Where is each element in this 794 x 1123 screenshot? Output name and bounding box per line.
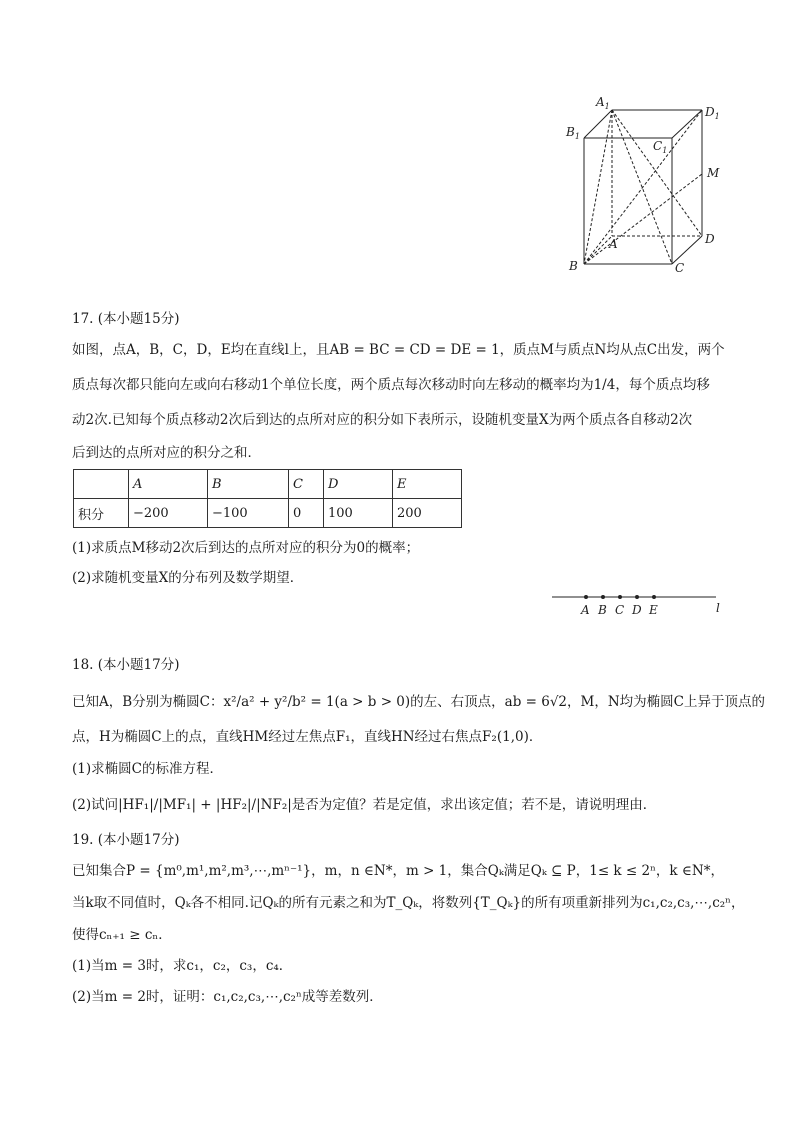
q19-line3: 使得cₙ₊₁ ≥ cₙ．: [72, 927, 172, 943]
point-c: [618, 595, 622, 599]
diag-a1-c: [612, 110, 672, 264]
q17-line3: 动2次.已知每个质点移动2次后到达的点所对应的积分如下表所示，设随机变量X为两个质点各自移动2次: [72, 412, 693, 428]
q19-part1: (1)当m = 3时，求c₁，c₂，c₃，c₄．: [72, 958, 293, 974]
q18-header: 18. (本小题17分): [72, 657, 180, 673]
q17-header: 17. (本小题15分): [72, 311, 180, 327]
q17-line2: 质点每次都只能向左或向右移动1个单位长度，两个质点每次移动时向左移动的概率均为1/4，每个质点均移: [72, 377, 710, 393]
table-cell: 0: [289, 499, 324, 528]
number-line-figure: [548, 588, 728, 618]
q17-line1: 如图，点A，B，C，D，E均在直线l上，且AB = BC = CD = DE = 1，质点M与质点N均从点C出发，两个: [72, 342, 725, 358]
q18-part1: (1)求椭圆C的标准方程．: [72, 761, 223, 777]
prism-figure: [560, 90, 730, 280]
label-b1: $B_1$: [566, 125, 580, 141]
label-m: M: [707, 166, 720, 180]
point-label: A: [581, 603, 590, 617]
table-cell: E: [393, 470, 462, 499]
point-label: E: [649, 603, 658, 617]
q18-line1: 已知A，B分别为椭圆C：x²/a² + y²/b² = 1(a > b > 0)的左、右顶点，ab = 6√2，M，N均为椭圆C上异于顶点的: [72, 694, 765, 710]
q17-part1: (1)求质点M移动2次后到达的点所对应的积分为0的概率；: [72, 540, 420, 556]
table-cell: B: [208, 470, 289, 499]
label-c1: $C_1$: [653, 139, 668, 155]
q17-part2: (2)求随机变量X的分布列及数学期望．: [72, 570, 304, 586]
point-d: [635, 595, 639, 599]
q18-line2: 点，H为椭圆C上的点，直线HM经过左焦点F₁，直线HN经过右焦点F₂(1,0)．: [72, 729, 543, 745]
line-label: l: [716, 601, 720, 615]
point-label: D: [632, 603, 642, 617]
score-table: [73, 469, 462, 528]
edge-b1-a1: [584, 110, 612, 138]
point-label: C: [615, 603, 625, 617]
table-cell: 200: [393, 499, 462, 528]
q17-line4: 后到达的点所对应的积分之和．: [72, 445, 261, 461]
label-c: C: [675, 261, 685, 275]
table-cell: 100: [324, 499, 393, 528]
label-d: D: [705, 232, 715, 246]
label-b: B: [569, 259, 578, 273]
point-e: [652, 595, 656, 599]
table-cell: 积分: [74, 499, 129, 528]
table-cell: A: [129, 470, 208, 499]
table-cell: [74, 470, 129, 499]
point-a: [584, 595, 588, 599]
label-a: A: [609, 237, 618, 251]
table-cell: C: [289, 470, 324, 499]
table-header-row: [74, 470, 462, 499]
table-cell: D: [324, 470, 393, 499]
point-b: [601, 595, 605, 599]
diag-a1-d: [612, 110, 702, 236]
table-row: [74, 499, 462, 528]
q19-line1: 已知集合P = {m⁰,m¹,m²,m³,⋯,mⁿ⁻¹}，m，n ∈N*，m > 1，集合Qₖ满足Qₖ ⊆ P，1≤ k ≤ 2ⁿ，k ∈N*，: [72, 863, 724, 879]
edge-c-d: [672, 236, 702, 264]
label-d1: $D_1$: [705, 105, 720, 121]
table-cell: −200: [129, 499, 208, 528]
edge-c1-d1: [672, 110, 702, 138]
q19-header: 19. (本小题17分): [72, 832, 180, 848]
table-cell: −100: [208, 499, 289, 528]
q19-line2: 当k取不同值时，Qₖ各不相同.记Qₖ的所有元素之和为T_Qₖ，将数列{T_Qₖ}的所有项重新排列为c₁,c₂,c₃,⋯,c₂ⁿ，: [72, 895, 745, 911]
q19-part2: (2)当m = 2时，证明：c₁,c₂,c₃,⋯,c₂ⁿ成等差数列．: [72, 989, 383, 1005]
q18-part2: (2)试问|HF₁|/|MF₁| + |HF₂|/|NF₂|是否为定值？若是定值，求出该定值；若不是，请说明理由．: [72, 797, 657, 813]
point-label: B: [598, 603, 607, 617]
label-a1: $A_1$: [596, 95, 610, 111]
